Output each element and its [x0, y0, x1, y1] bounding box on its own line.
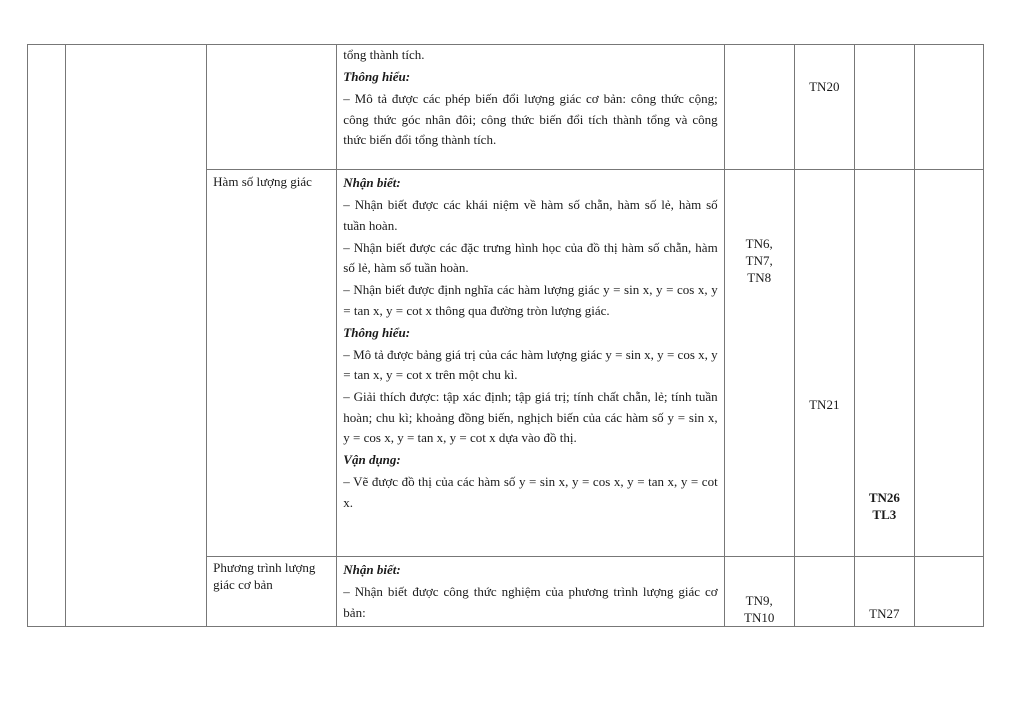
requirement-text: – Mô tả được bảng giá trị của các hàm lượng giác y = sin x, y = cos x, y = tan x, y = cot x trên một chu kì.	[343, 346, 718, 382]
topic-cell	[66, 45, 207, 627]
question-code: TN9, TN10	[744, 593, 775, 625]
question-code: TN6, TN7, TN8	[745, 236, 773, 285]
question-code: TN20	[809, 79, 840, 94]
vdc-cell	[914, 170, 983, 557]
level-heading: Vận dụng:	[343, 452, 401, 467]
lesson-cell: Phương trình lượng giác cơ bản	[207, 557, 337, 627]
requirement-text: tổng thành tích.	[343, 47, 425, 62]
vdc-cell	[914, 45, 983, 170]
specification-table	[27, 44, 984, 627]
requirement-text: – Nhận biết được các khái niệm về hàm số chẵn, hàm số lẻ, hàm số tuần hoàn.	[343, 197, 718, 233]
nb-cell	[724, 557, 794, 627]
requirement-cell	[337, 170, 724, 557]
index-cell	[28, 45, 66, 627]
requirement-text: – Vẽ được đồ thị của các hàm số y = sin x, y = cos x, y = tan x, y = cot x.	[343, 474, 718, 510]
lesson-cell	[207, 45, 337, 170]
level-heading: Nhận biết:	[343, 562, 401, 577]
lesson-cell: Hàm số lượng giác	[207, 170, 337, 557]
vdc-cell	[914, 557, 983, 627]
vd-cell	[854, 557, 914, 627]
question-code: TN27	[869, 606, 900, 621]
question-code: TN26 TL3	[868, 490, 900, 522]
vd-cell	[854, 45, 914, 170]
nb-cell	[724, 170, 794, 557]
requirement-text: – Nhận biết được các đặc trưng hình học của đồ thị hàm số chẵn, hàm số lẻ, hàm số tuần hoàn.	[343, 239, 718, 275]
requirement-text: – Giải thích được: tập xác định; tập giá trị; tính chất chẵn, lẻ; tính tuần hoàn; chu kì; khoảng đồng biến, nghịch biến của các hàm số y = sin x, y = cos x, y = tan x, y = cot x dựa vào đồ thị.	[343, 389, 718, 445]
th-cell	[794, 557, 854, 627]
vd-cell	[854, 170, 914, 557]
th-cell	[794, 170, 854, 557]
table-row	[28, 45, 984, 170]
requirement-text: – Nhận biết được công thức nghiệm của phương trình lượng giác cơ bản:	[343, 584, 718, 620]
question-code: TN21	[809, 397, 840, 412]
requirement-text: – Nhận biết được định nghĩa các hàm lượng giác y = sin x, y = cos x, y = tan x, y = cot x thông qua đường tròn lượng giác.	[343, 282, 718, 318]
level-heading: Nhận biết:	[343, 175, 401, 190]
requirement-text: – Mô tả được các phép biến đổi lượng giác cơ bản: công thức cộng; công thức góc nhân đôi; công thức biến đổi tích thành tổng và công thức biến đổi tổng thành tích.	[343, 91, 718, 147]
requirement-cell	[337, 557, 724, 627]
level-heading: Thông hiểu:	[343, 324, 411, 340]
nb-cell	[724, 45, 794, 170]
th-cell	[794, 45, 854, 170]
requirement-cell	[337, 45, 724, 170]
level-heading: Thông hiểu:	[343, 69, 411, 84]
